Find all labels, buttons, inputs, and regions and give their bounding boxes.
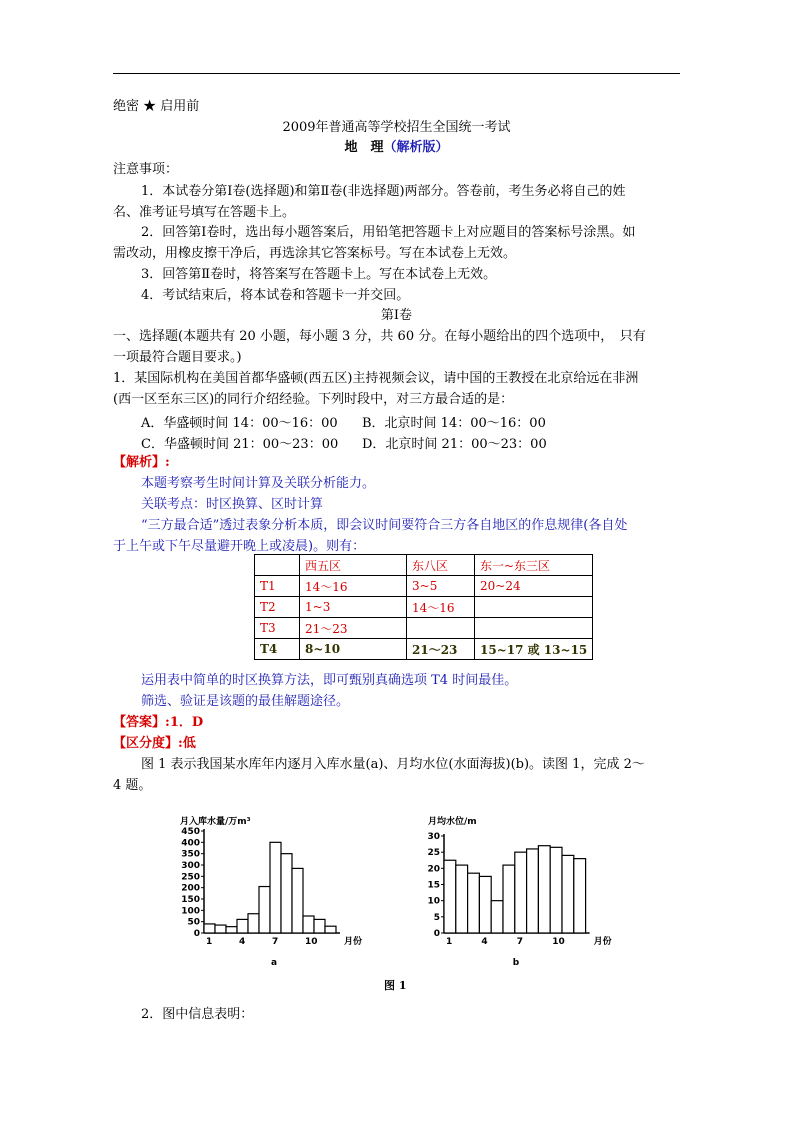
data-bar: [574, 859, 586, 933]
table-row: [255, 576, 593, 597]
data-bar: [314, 919, 325, 933]
difficulty-line: [113, 735, 196, 753]
y-axis-label: 月入库水量/万m³: [180, 817, 251, 827]
data-bar: [259, 887, 270, 933]
table-cell: 东八区: [407, 555, 475, 576]
analysis-text: 关联考点：时区换算、区时计算: [141, 497, 324, 512]
difficulty-label: 【区分度】:: [113, 736, 183, 751]
data-bar: [456, 865, 468, 933]
data-bar: [226, 927, 237, 933]
table-cell: 1~3: [300, 597, 407, 618]
table-cell: 3~5: [407, 576, 475, 597]
subtitle-main: 地 理: [344, 140, 384, 155]
notice-item: 名、准考证号填写在答题卡上。: [113, 205, 296, 220]
figure-caption: 图 1: [384, 979, 407, 992]
y-tick-label: 0: [433, 929, 440, 939]
data-bar: [515, 852, 527, 933]
answer-value: 1．D: [169, 715, 204, 730]
x-tick-label: 7: [516, 937, 524, 947]
header-rule: [113, 73, 680, 74]
data-bar: [325, 926, 336, 933]
secret-label: 绝密 ★ 启用前: [113, 99, 200, 114]
x-tick-label: 1: [206, 937, 213, 947]
section-intro: 一、选择题(本题共有 20 小题，每小题 3 分，共 60 分。在每小题给出的四个选项中， 只有: [113, 329, 646, 344]
answer-line: [113, 714, 203, 732]
analysis-text: 运用表中简单的时区换算方法，即可甄别真确选项 T4 时间最佳。: [141, 673, 518, 688]
section-title: 第Ⅰ卷: [380, 308, 413, 323]
y-tick-label: 200: [181, 883, 200, 894]
table-cell: [475, 597, 593, 618]
section-intro: 一项最符合题目要求。): [113, 350, 242, 365]
analysis-text: “三方最合适”透过表象分析本质，即会议时间要符合三方各自地区的作息规律(各自处: [141, 518, 628, 533]
x-tick-label: 4: [239, 937, 246, 947]
question-2-stem: 2．图中信息表明：: [141, 1007, 254, 1022]
notice-item: 4．考试结束后，将本试卷和答题卡一并交回。: [141, 288, 410, 303]
table-cell: 21～23: [407, 639, 475, 660]
table-cell: T2: [255, 597, 300, 618]
y-tick-label: 30: [427, 832, 440, 842]
y-tick-label: 100: [181, 906, 200, 917]
difficulty-value: 低: [182, 736, 196, 751]
analysis-text: 筛选、验证是该题的最佳解题途径。: [141, 694, 350, 709]
analysis-text: 于上午或下午尽量避开晚上或凌晨)。则有：: [113, 539, 366, 554]
data-bar: [248, 914, 259, 933]
x-tick-label: 4: [481, 937, 488, 947]
figure-intro: 图 1 表示我国某水库年内逐月入库水量(a)、月均水位(水面海拔)(b)。读图 1，完成 2～: [141, 757, 645, 772]
table-cell: T3: [255, 618, 300, 639]
y-tick-label: 350: [181, 849, 200, 860]
y-tick-label: 50: [187, 917, 200, 928]
option-b: B．北京时间 14：00～16：00: [362, 416, 546, 431]
notice-item: 2．回答第Ⅰ卷时，选出每小题答案后，用铅笔把答题卡上对应题目的答案标号涂黑。如: [141, 225, 636, 240]
data-bar: [503, 865, 515, 933]
table-cell: 14～16: [407, 597, 475, 618]
notice-heading: 注意事项：: [113, 162, 179, 177]
figure-intro: 4 题。: [113, 778, 152, 793]
y-tick-label: 25: [427, 848, 440, 859]
table-cell: [255, 555, 300, 576]
table-cell: [407, 618, 475, 639]
y-tick-label: 0: [193, 929, 200, 939]
data-bar: [270, 842, 281, 933]
table-header-row: [255, 555, 593, 576]
subtitle-tag: （解析版）: [383, 140, 449, 155]
y-tick-label: 250: [181, 872, 200, 883]
x-axis-label: 月份: [593, 937, 612, 947]
panel-label: a: [270, 958, 278, 968]
table-cell: 15~17 或 13~15: [475, 639, 593, 660]
data-bar: [527, 849, 539, 933]
data-bar: [215, 925, 226, 933]
data-bar: [292, 868, 303, 933]
y-tick-label: 5: [433, 912, 440, 923]
data-bar: [562, 855, 574, 933]
x-tick-label: 1: [446, 937, 453, 947]
data-bar: [468, 873, 480, 933]
table-cell: T4: [255, 639, 300, 660]
notice-item: 需改动，用橡皮擦干净后，再选涂其它答案标号。写在本试卷上无效。: [113, 246, 517, 261]
timezone-table: [254, 554, 593, 660]
data-bar: [444, 860, 456, 933]
y-tick-label: 450: [181, 827, 200, 837]
data-bar: [237, 919, 248, 933]
table-cell: T1: [255, 576, 300, 597]
analysis-label: 【解析】:: [113, 455, 170, 470]
x-tick-label: 7: [272, 937, 279, 947]
table-row: [255, 597, 593, 618]
y-tick-label: 20: [427, 864, 440, 875]
exam-subtitle: [113, 139, 680, 157]
data-bar: [550, 847, 562, 933]
table-row: [255, 618, 593, 639]
table-cell: 8~10: [300, 639, 407, 660]
data-bar: [491, 901, 503, 933]
table-row: [255, 639, 593, 660]
y-axis-label: 月均水位/m: [428, 817, 477, 827]
table-cell: 21～23: [300, 618, 407, 639]
data-bar: [281, 854, 292, 933]
question-1-stem: (西一区至东三区)的同行介绍经验。下列时段中，对三方最合适的是：: [113, 392, 514, 407]
notice-item: 3．回答第Ⅱ卷时，将答案写在答题卡上。写在本试卷上无效。: [141, 267, 497, 282]
water-level-chart-b: [420, 812, 620, 972]
data-bar: [303, 916, 314, 933]
data-bar: [479, 876, 491, 933]
y-tick-label: 400: [181, 838, 200, 849]
y-tick-label: 15: [427, 880, 440, 891]
table-cell: [475, 618, 593, 639]
y-tick-label: 300: [181, 861, 200, 871]
answer-label: 【答案】:: [113, 715, 170, 730]
y-tick-label: 10: [427, 896, 440, 907]
option-a: A．华盛顿时间 14：00～16：00: [141, 416, 338, 431]
table-cell: 西五区: [300, 555, 407, 576]
inflow-chart-a: [176, 812, 363, 972]
x-tick-label: 10: [305, 937, 318, 947]
analysis-text: 本题考察考生时间计算及关联分析能力。: [141, 476, 376, 491]
x-axis-label: 月份: [344, 937, 363, 947]
option-c: C．华盛顿时间 21：00～23：00: [141, 437, 339, 452]
table-cell: 14～16: [300, 576, 407, 597]
data-bar: [538, 846, 550, 933]
panel-label: b: [512, 958, 520, 968]
table-cell: 20~24: [475, 576, 593, 597]
question-1-stem: 1．某国际机构在美国首都华盛顿(西五区)主持视频会议，请中国的王教授在北京给远在非洲: [113, 371, 639, 386]
notice-item: 1．本试卷分第Ⅰ卷(选择题)和第Ⅱ卷(非选择题)两部分。答卷前，考生务必将自己的姓: [141, 184, 626, 199]
option-d: D．北京时间 21：00～23：00: [362, 437, 547, 452]
data-bar: [204, 924, 215, 933]
x-tick-label: 10: [552, 937, 565, 947]
y-tick-label: 150: [181, 895, 200, 905]
exam-title: 2009年普通高等学校招生全国统一考试: [282, 120, 511, 135]
table-cell: 东一~东三区: [475, 555, 593, 576]
